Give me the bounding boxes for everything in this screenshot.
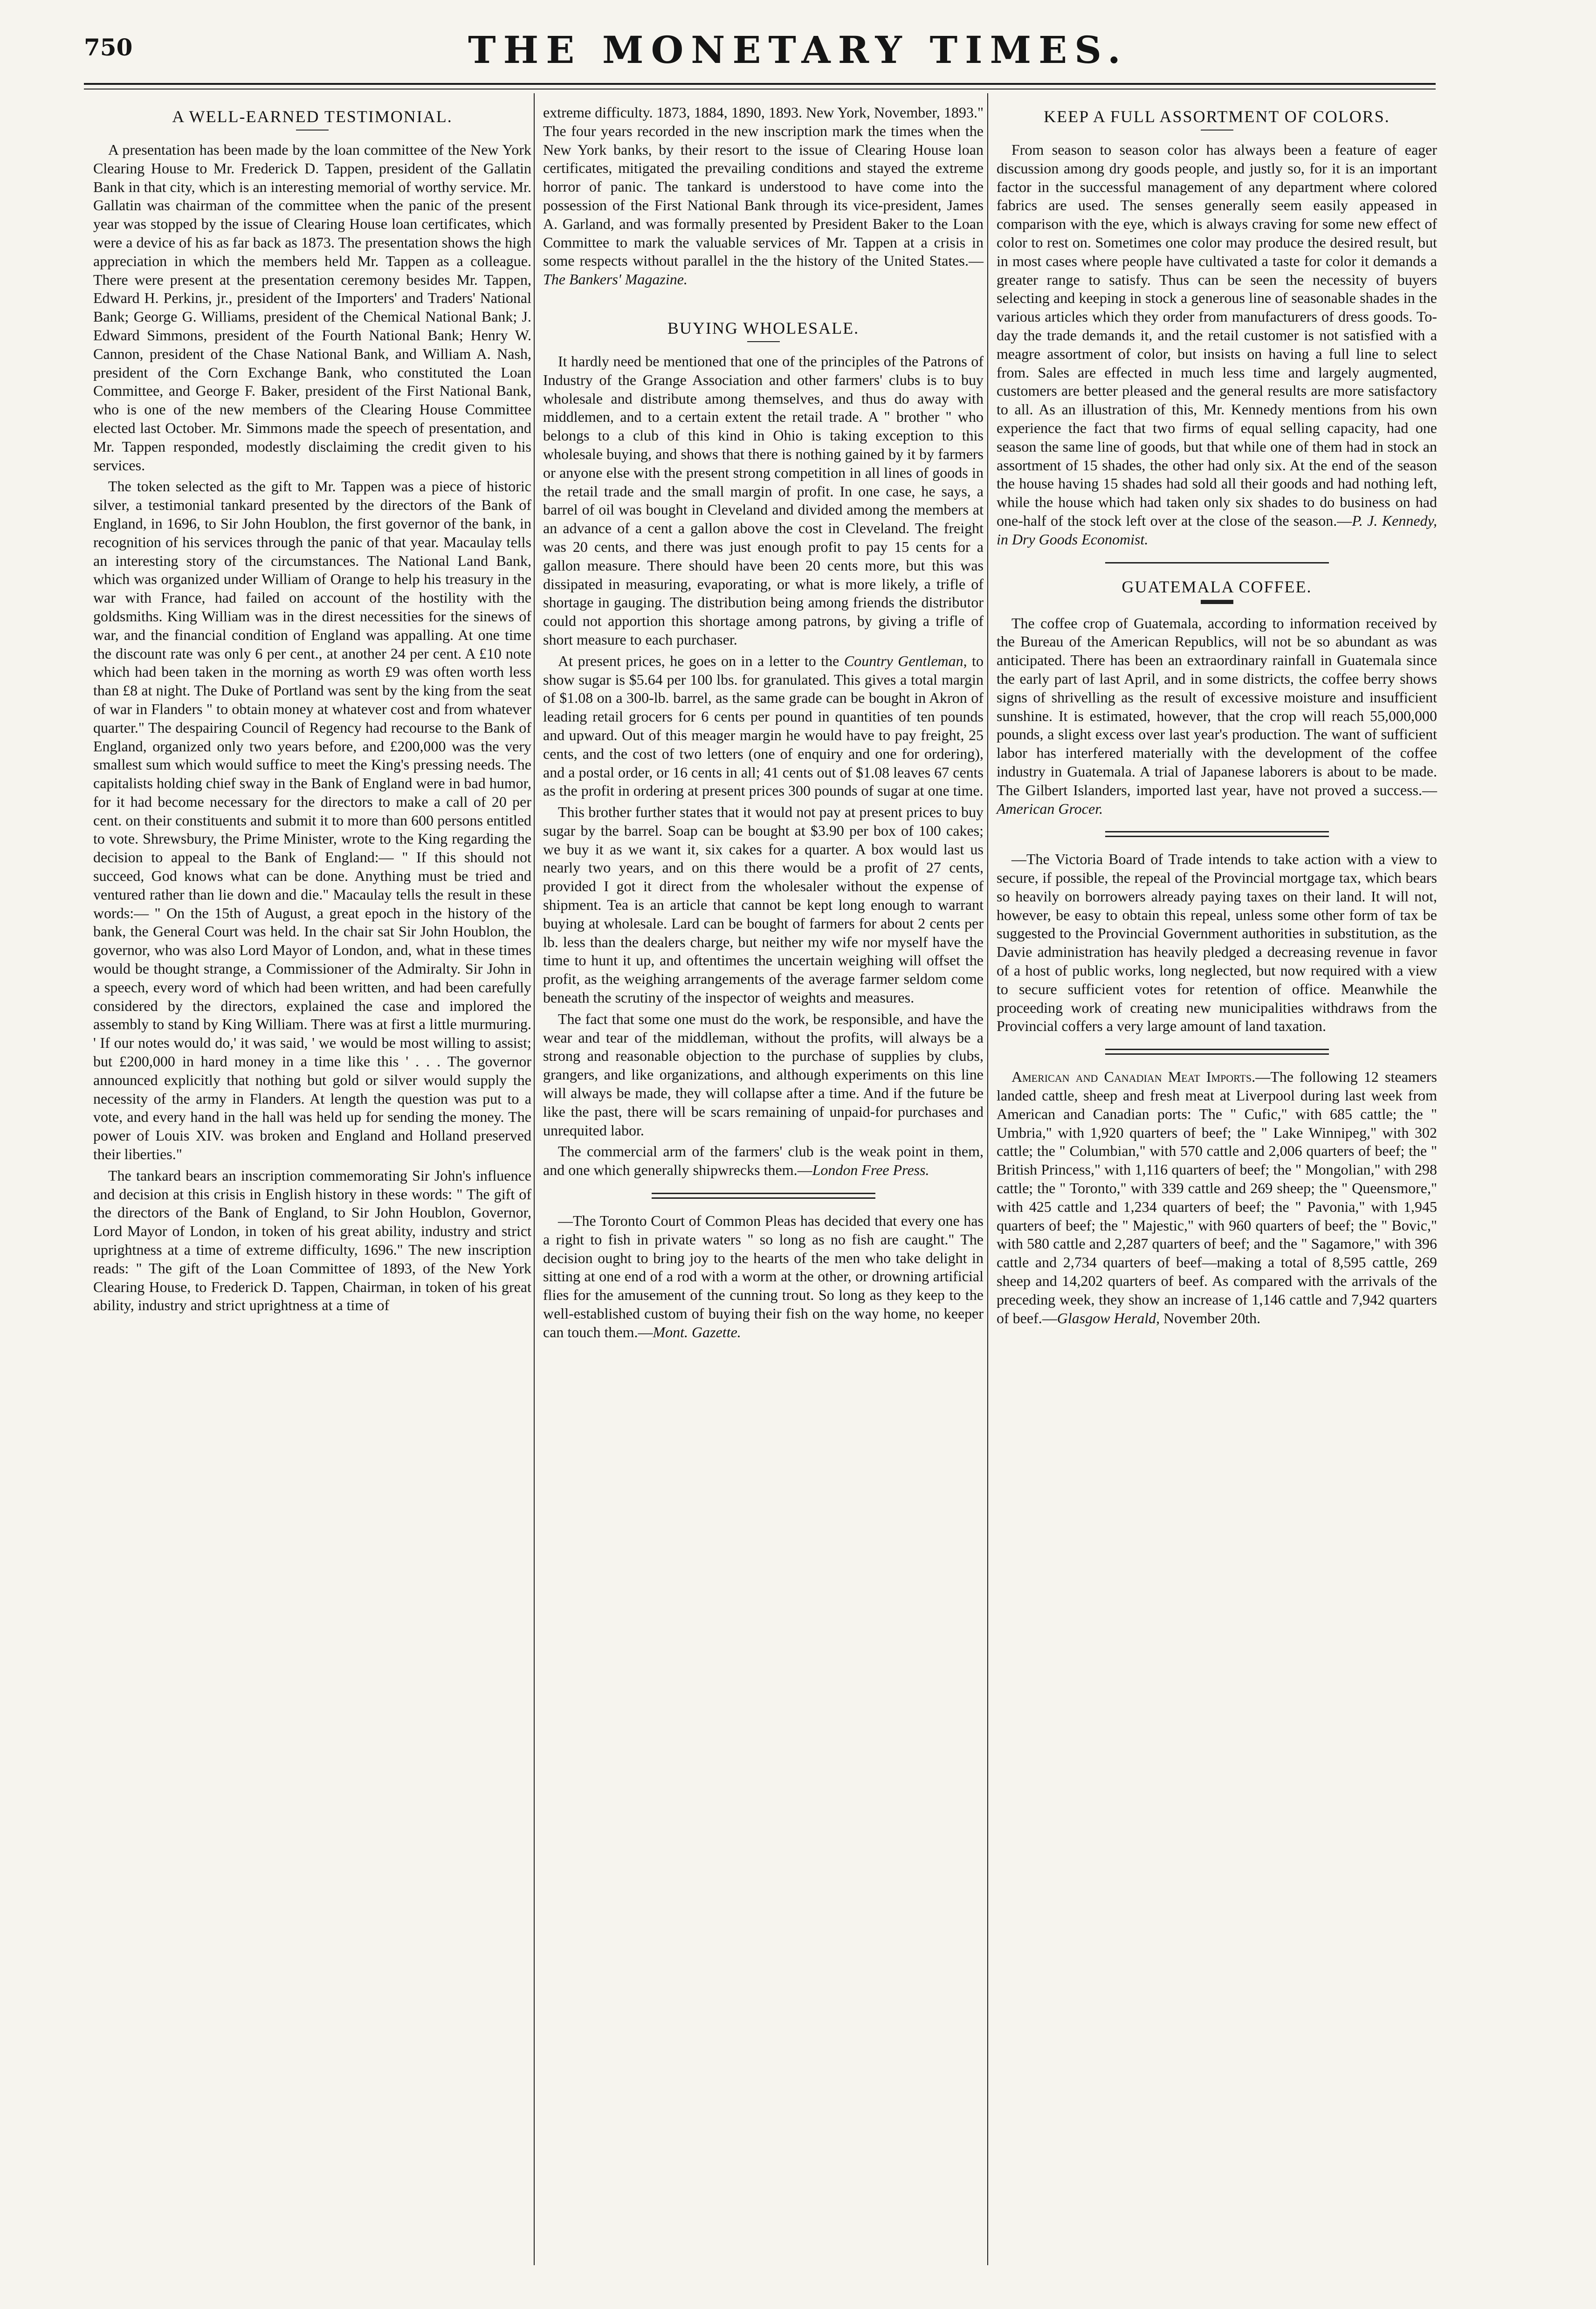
article-source: Glasgow Herald,	[1057, 1309, 1160, 1326]
section-separator	[1105, 562, 1329, 564]
article-source: Mont. Gazette.	[653, 1323, 741, 1340]
article-text: At present prices, he goes on in a letter to the	[558, 652, 844, 669]
article-title: BUYING WHOLESALE.	[667, 318, 860, 337]
section-separator	[1105, 831, 1329, 837]
article-paragraph	[997, 141, 1437, 549]
column-1	[93, 103, 531, 1318]
article-text: The commercial arm of the farmers' club is the weak point in them, and one which generally shipwrecks them.—	[543, 1143, 984, 1179]
article-paragraph	[997, 1068, 1437, 1327]
article-paragraph	[543, 1142, 984, 1180]
article-paragraph: This brother further states that it would not pay at present prices to buy sugar by the barrel. Soap can be bought at $3.90 per box of 100 cakes; we buy it as we want it, six cakes for a quarter. A box would last us nearly two years, and on this there would be a profit of 27 cents, provided I got it direct from the wholesaler without the expense of shipment. Tea is an article that cannot be kept long enough to warrant buying at wholesale. Lard can be bought of farmers for about 2 cents per lb. less than the dealers charge, but neither my wife nor myself have the time to hunt it up, and oftentimes the uncertain weighing will offset the profit, as the weighing arrangements of the average farmer seldom come beneath the scrutiny of the inspector of weights and measures.	[543, 804, 984, 1006]
title-dash	[1201, 130, 1233, 131]
page-number: 750	[84, 34, 133, 61]
header-rule	[84, 83, 1436, 85]
article-text: , to show sugar is $5.64 per 100 lbs. for granulated. This gives a total margin of $1.08 on a 300-lb. barrel, as the same grade can be bought in Akron of leading retail grocers for 6 cents per pound in quantities of ten pounds and upward. Out of this meager margin he would have to pay freight, 25 cents, and the cost of two letters (one of enquiry and one for ordering), and a postal order, or 16 cents in all; 41 cents out of $1.08 leaves 67 cents as the profit in ordering at present prices 300 pounds of sugar at one time.	[543, 652, 984, 799]
title-dash	[1201, 600, 1233, 604]
article-title: KEEP A FULL ASSORTMENT OF COLORS.	[1044, 107, 1390, 126]
title-dash	[747, 341, 780, 342]
masthead: THE MONETARY TIMES.	[468, 28, 1128, 72]
article-source: London Free Press.	[812, 1161, 929, 1179]
article-text: —The following 12 steamers landed cattle, sheep and fresh meat at Liverpool during last week from American and Canadian ports: The " Cufic," with 685 cattle; the " Umbria," with 1,920 quarters of beef; the " Lake Winnipeg," with 302 cattle; the " Columbian," with 570 cattle and 2,006 quarters of beef; the " British Princess," with 1,116 quarters of beef; the " Mongolian," with 298 cattle; the " Toronto," with 339 cattle and 269 sheep; the " Queensmore," with 425 cattle and 1,234 quarters of beef; the " Pavonia," with 1,945 quarters of beef; the " Majestic," with 960 quarters of beef; the " Bovic," with 580 cattle and 2,287 quarters of beef; and the " Sagamore," with 396 cattle and 2,734 quarters of beef—making a total of 8,595 cattle, 269 sheep and 14,202 quarters of beef. As compared with the arrivals of the preceding week, they show an increase of 1,146 cattle and 7,942 quarters of beef.—	[997, 1068, 1437, 1326]
article-paragraph	[543, 1212, 984, 1342]
article-paragraph	[997, 614, 1437, 818]
article-paragraph: The token selected as the gift to Mr. Tappen was a piece of historic silver, a testimonial tankard presented by the directors of the Bank of England, in 1696, to Sir John Houblon, the first governor of the bank, in recognition of his services through the panic of that year. Macaulay tells an interesting story of the circumstances. The National Land Bank, which was organized under William of Orange to help his treasury in the war with France, had failed on account of the hostility with the goldsmiths. King William was in the direst necessities for the sinews of war, and the financial condition of England was appalling. At one time the discount rate was only 6 per cent., at another 24 per cent. A £10 note which had been taken in the morning as worth £9 was often worth less than £8 at night. The Duke of Portland was sent by the king from the seat of war in Flanders " to obtain money at whatever cost and from whatever quarter." The despairing Council of Regency had recourse to the Bank of England, organized only two years before, and £200,000 was the very smallest sum which would suffice to meet the King's pressing needs. The capitalists holding chief sway in the Bank of England were in bad humor, for it had become necessary for the directors to make a call of 20 per cent. on their constituents and submit it to more than 600 persons entitled to vote. Shrewsbury, the Prime Minister, wrote to the King regarding the decision to appeal to the Bank of England:— " If this should not succeed, God knows what can be done. Anything must be tried and ventured rather than lie down and die." Macaulay tells the result in these words:— " On the 15th of August, a great epoch in the history of the bank, the General Court was held. In the chair sat Sir John Houblon, the governor, who was also Lord Mayor of London, and, what in these times would be thought strange, a Commissioner of the Admiralty. Sir John in a speech, every word of which had been written, and had been carefully considered by the directors, explained the case and implored the assembly to stand by King William. There was at first a little murmuring. ' If our notes would do,' it was said, ' we would be most willing to assist; but £200,000 in hard money in a time like this ' . . . The governor announced explicitly that nothing but gold or silver would supply the necessity of the army in Flanders. At length the question was put to a vote, and every hand in the hall was held up for sending the money. The power of Louis XIV. was broken and England and Holland preserved their liberties."	[93, 478, 531, 1163]
article-paragraph: —The Victoria Board of Trade intends to take action with a view to secure, if possible, the repeal of the Provincial mortgage tax, which bears so heavily on borrowers already paying taxes on their land. It will not, however, be easy to obtain this repeal, unless some other form of tax be suggested to the Provincial Government authorities in substitution, as the Davie administration has heavily pledged a decreasing revenue in favor of a host of public works, long neglected, but now required with a view to secure sufficient votes for retention of office. Meanwhile the proceeding work of creating new municipalities withdraws from the Provincial coffers a very large amount of land taxation.	[997, 851, 1437, 1035]
column-2	[543, 103, 984, 1345]
article-source: The Bankers' Magazine.	[543, 271, 688, 288]
article-paragraph	[543, 103, 984, 289]
article-text: From season to season color has always been a feature of eager discussion among dry goods people, and justly so, for it is an important factor in the successful management of any department where colored fabrics are used. The senses generally seem easily appeased in comparison with the eye, which is always craving for some new effect of color to rest on. Sometimes one color may produce the desired result, but in most cases where people have cultivated a taste for color it demands a greater range to satisfy. Thus can be seen the necessity of buyers selecting and keeping in stock a generous line of seasonable shades in the various articles which they order from manufacturers of dress goods. To-day the trade demands it, and the retail customer is not satisfied with a meagre assortment of color, but insists on having a full line to select from. Sales are effected in much less time and largely augmented, customers are better pleased and the general results are more satisfactory to all. As an illustration of this, Mr. Kennedy mentions from his own experience the fact that two firms of equal selling capacity, had one season the same line of goods, but that while one of them had in stock an assortment of 15 shades, the other had only six. At the end of the season the house having 15 shades had sold all their goods and had nothing left, while the house which had taken only six shades to do business on had one-half of the stock left over at the close of the season.—	[997, 141, 1437, 529]
title-dash	[296, 130, 329, 131]
section-separator	[1105, 1049, 1329, 1055]
article-lead: American and Canadian Meat Imports.	[1011, 1068, 1256, 1086]
article-title: GUATEMALA COFFEE.	[1121, 577, 1312, 596]
article-source: P. J. Kennedy, in Dry Goods Economist.	[997, 512, 1438, 548]
column-divider	[987, 93, 988, 2265]
article-emphasis: Country Gentleman	[844, 652, 963, 669]
column-3	[997, 103, 1437, 1330]
article-paragraph: The fact that some one must do the work, be responsible, and have the wear and tear of the middleman, without the profits, will always be a strong and reasonable objection to the purchase of supplies by clubs, grangers, and like organizations, and although experiments on this line will always be made, they will collapse after a time. And if the future be like the past, there will be scars remaining of unpaid-for purchases and unrequited labor.	[543, 1010, 984, 1139]
article-title: A WELL-EARNED TESTIMONIAL.	[172, 107, 453, 126]
article-paragraph: The tankard bears an inscription commemorating Sir John's influence and decision at this crisis in English history in these words: " The gift of the directors of the Bank of England, to Sir John Houblon, Governor, Lord Mayor of London, in token of his great ability, industry and strict uprightness at a time of extreme difficulty, 1696." The new inscription reads: " The gift of the Loan Committee of 1893, of the New York Clearing House, to Frederick D. Tappen, Chairman, in token of his great ability, industry and strict uprightness at a time of	[93, 1167, 531, 1314]
article-text: November 20th.	[1160, 1309, 1261, 1326]
article-paragraph: It hardly need be mentioned that one of the principles of the Patrons of Industry of the Grange Association and other farmers' clubs is to buy wholesale and distribute among themselves, and thus do away with middlemen, and to a certain extent the retail trade. A " brother " who belongs to a club of this kind in Ohio is taking exception to this wholesale buying, and shows that there is nothing gained by it by farmers or anyone else with the present strong competition in all lines of goods in the retail trade and the small margin of profit. In one case, he says, a barrel of oil was bought in Cleveland and divided among the members at an advance of a cent a gallon above the cost in Cleveland. The freight was 20 cents, and there was just enough profit to pay 15 cents for a gallon measure. There should have been 20 cents more, but this was dissipated in measuring, evaporating, or what is more likely, a trifle of shortage in gauging. The distribution being among friends the distributor could not apportion this shortage among patrons, by giving a trifle of short measure to each purchaser.	[543, 352, 984, 648]
article-text: —The Toronto Court of Common Pleas has decided that every one has a right to fish in private waters " so long as no fish are caught." The decision ought to bring joy to the hearts of the men who take delight in sitting at one end of a rod with a worm at the other, or drowning artificial flies for the amusement of the cunning trout. So long as they keep to the well-established custom of buying their fish on the way home, no keeper can touch them.—	[543, 1212, 984, 1340]
article-text: extreme difficulty. 1873, 1884, 1890, 1893. New York, November, 1893." The four years recorded in the new inscription mark the times when the New York banks, by their resort to the issue of Clearing House loan certificates, mitigated the prevailing conditions and stayed the extreme horror of panic. The tankard is understood to have come into the possession of the First National Bank through its vice-president, James A. Garland, and was formally presented by President Baker to the Loan Committee to mark the valuable services of Mr. Tappen at a crisis in some respects without parallel in the the history of the United States.—	[543, 104, 984, 269]
article-text: The coffee crop of Guatemala, according to information received by the Bureau of the American Republics, will not be so abundant as was anticipated. There has been an extraordinary rainfall in Guatemala since the early part of last April, and in some districts, the coffee berry shows signs of shrivelling as the result of excessive moisture and insufficient sunshine. It is estimated, however, that the crop will reach 55,000,000 pounds, a slight excess over last year's production. The want of sufficient labor has interfered materially with the development of the coffee industry in Guatemala. A trial of Japanese laborers is about to be made. The Gilbert Islanders, imported last year, have not proved a success.—	[997, 614, 1437, 798]
article-paragraph	[543, 652, 984, 800]
column-divider	[534, 93, 535, 2265]
section-separator	[652, 1193, 875, 1199]
article-paragraph: A presentation has been made by the loan committee of the New York Clearing House to Mr. Frederick D. Tappen, president of the Gallatin Bank in that city, which is an interesting memorial of worthy service. Mr. Gallatin was chairman of the committee when the panic of the present year was stopped by the issue of Clearing House loan certificates, which were a device of his as far back as 1873. The presentation shows the high appreciation in which the members held Mr. Tappen as a colleague. There were present at the presentation ceremony besides Mr. Tappen, Edward H. Perkins, jr., president of the Importers' and Traders' National Bank; George G. Williams, president of the Chemical National Bank; J. Edward Simmons, president of the Fourth National Bank; Henry W. Cannon, president of the Chase National Bank, and William A. Nash, president of the Corn Exchange Bank, who constituted the Loan Committee, and George F. Baker, president of the First National Bank, who is one of the new members of the Clearing House Committee elected last October. Mr. Simmons made the speech of presentation, and Mr. Tappen responded, modestly disclaiming the credit given to his services.	[93, 141, 531, 474]
article-source: American Grocer.	[997, 800, 1103, 817]
